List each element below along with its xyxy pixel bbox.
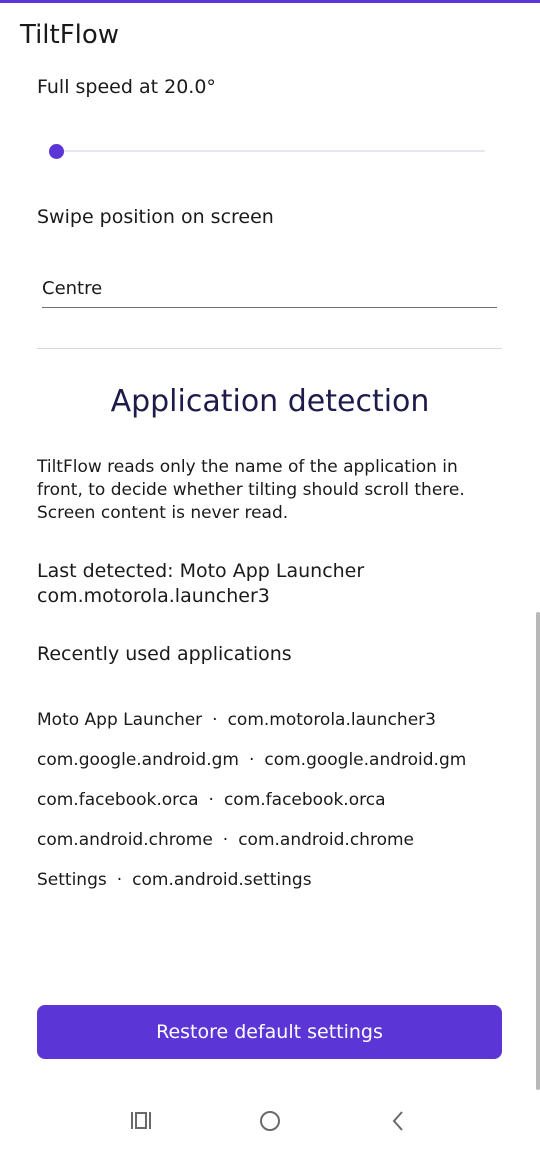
recent-apps-list [37,706,507,906]
app-name: com.android.chrome [37,830,213,850]
last-detected [37,559,507,609]
app-package: com.google.android.gm [264,750,467,770]
slider-thumb[interactable] [49,144,64,159]
list-item [37,866,507,906]
swipe-position-label: Swipe position on screen [37,206,274,228]
app-package: com.motorola.launcher3 [227,710,436,730]
separator-dot: · [248,750,255,770]
home-icon[interactable] [248,1105,292,1137]
separator-dot: · [222,830,229,850]
last-detected-package: com.motorola.launcher3 [37,585,270,607]
list-item [37,826,507,866]
restore-default-settings-button[interactable]: Restore default settings [37,1005,502,1059]
full-speed-slider[interactable] [49,140,485,164]
section-divider [37,348,502,349]
app-name: Moto App Launcher [37,710,203,730]
separator-dot: · [212,710,218,730]
slider-track[interactable] [55,150,485,152]
recent-apps-title: Recently used applications [37,643,292,665]
separator-dot: · [116,870,123,890]
detection-description: TiltFlow reads only the name of the application in front, to decide whether tilting should scroll there. Screen content is never read. [37,457,465,523]
section-title: Application detection [110,384,430,419]
swipe-position-select[interactable] [42,276,497,308]
app-package: com.android.settings [132,870,312,890]
list-item [37,706,507,746]
full-speed-label: Full speed at 20.0° [37,76,216,98]
app-package: com.facebook.orca [223,790,386,810]
list-item [37,786,507,826]
app-name: com.facebook.orca [37,790,199,810]
top-accent-line [0,0,540,3]
recents-icon[interactable] [119,1105,163,1137]
list-item [37,746,507,786]
app-name: Settings [37,870,107,890]
app-name: com.google.android.gm [37,750,239,770]
back-icon[interactable] [376,1105,420,1137]
separator-dot: · [208,790,214,810]
app-title: TiltFlow [20,20,120,50]
last-detected-app: Last detected: Moto App Launcher [37,560,365,582]
swipe-position-value: Centre [42,278,103,299]
app-package: com.android.chrome [238,830,414,850]
system-navigation-bar [0,1095,540,1150]
scrollbar[interactable] [536,612,540,1090]
